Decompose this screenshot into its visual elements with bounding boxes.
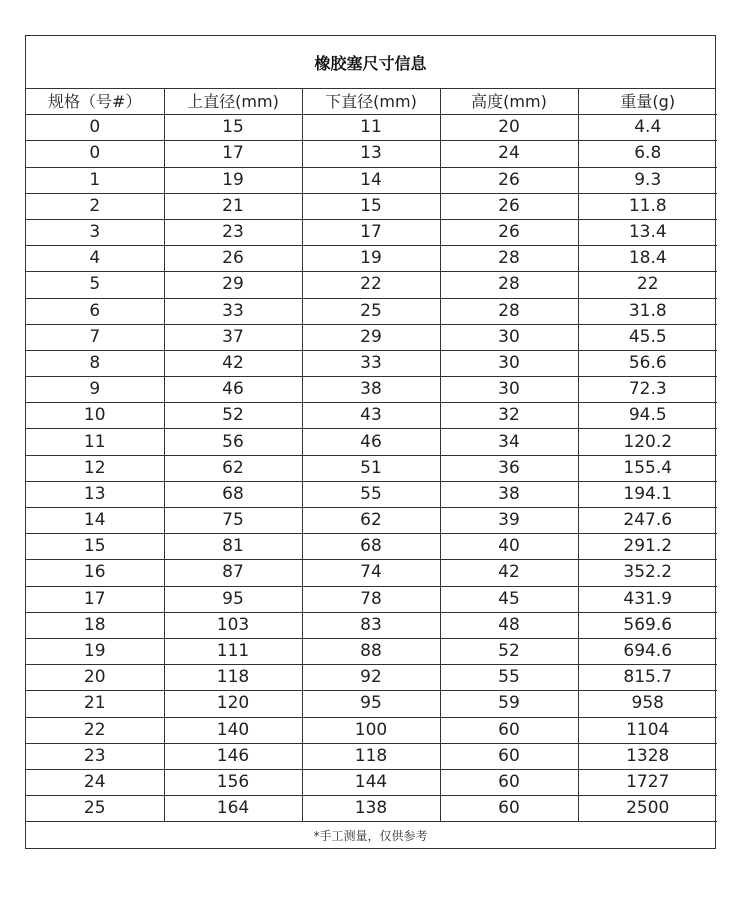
height-cell: 24 [440, 141, 578, 167]
table-row [26, 455, 717, 481]
height-cell: 26 [440, 193, 578, 219]
bottom-diameter-cell: 43 [302, 403, 440, 429]
weight-cell: 431.9 [578, 586, 717, 612]
top-diameter-cell: 33 [164, 298, 302, 324]
top-diameter-cell: 146 [164, 743, 302, 769]
spec-cell: 14 [26, 508, 164, 534]
spec-cell: 6 [26, 298, 164, 324]
top-diameter-cell: 52 [164, 403, 302, 429]
top-diameter-cell: 42 [164, 350, 302, 376]
top-diameter-cell: 26 [164, 246, 302, 272]
height-cell: 30 [440, 324, 578, 350]
bottom-diameter-cell: 118 [302, 743, 440, 769]
spec-cell: 19 [26, 638, 164, 664]
table-row [26, 638, 717, 664]
table-row [26, 219, 717, 245]
top-diameter-cell: 56 [164, 429, 302, 455]
bottom-diameter-cell: 22 [302, 272, 440, 298]
weight-cell: 13.4 [578, 219, 717, 245]
top-diameter-cell: 46 [164, 377, 302, 403]
table-row [26, 586, 717, 612]
table-body [26, 115, 717, 822]
bottom-diameter-cell: 17 [302, 219, 440, 245]
height-cell: 60 [440, 769, 578, 795]
height-cell: 26 [440, 167, 578, 193]
height-cell: 36 [440, 455, 578, 481]
spec-cell: 7 [26, 324, 164, 350]
table-row [26, 429, 717, 455]
height-cell: 48 [440, 612, 578, 638]
table-row [26, 717, 717, 743]
weight-cell: 31.8 [578, 298, 717, 324]
spec-cell: 21 [26, 691, 164, 717]
height-cell: 30 [440, 350, 578, 376]
height-cell: 28 [440, 246, 578, 272]
top-diameter-cell: 103 [164, 612, 302, 638]
weight-cell: 11.8 [578, 193, 717, 219]
spec-cell: 4 [26, 246, 164, 272]
spec-cell: 0 [26, 115, 164, 141]
spec-cell: 15 [26, 534, 164, 560]
top-diameter-cell: 62 [164, 455, 302, 481]
weight-cell: 120.2 [578, 429, 717, 455]
table-row [26, 481, 717, 507]
bottom-diameter-cell: 51 [302, 455, 440, 481]
table-row [26, 167, 717, 193]
table-row [26, 534, 717, 560]
bottom-diameter-cell: 62 [302, 508, 440, 534]
spec-cell: 11 [26, 429, 164, 455]
table-row [26, 560, 717, 586]
top-diameter-cell: 81 [164, 534, 302, 560]
weight-cell: 45.5 [578, 324, 717, 350]
height-cell: 34 [440, 429, 578, 455]
spec-cell: 17 [26, 586, 164, 612]
table-row [26, 665, 717, 691]
spec-cell: 13 [26, 481, 164, 507]
top-diameter-cell: 156 [164, 769, 302, 795]
size-table [26, 89, 717, 822]
top-diameter-cell: 120 [164, 691, 302, 717]
bottom-diameter-cell: 78 [302, 586, 440, 612]
bottom-diameter-cell: 19 [302, 246, 440, 272]
top-diameter-cell: 21 [164, 193, 302, 219]
weight-cell: 155.4 [578, 455, 717, 481]
height-cell: 52 [440, 638, 578, 664]
top-diameter-cell: 23 [164, 219, 302, 245]
column-header-spec: 规格（号#） [26, 89, 164, 115]
table-row [26, 377, 717, 403]
bottom-diameter-cell: 25 [302, 298, 440, 324]
column-header-bottom-diameter: 下直径(mm) [302, 89, 440, 115]
top-diameter-cell: 75 [164, 508, 302, 534]
spec-cell: 23 [26, 743, 164, 769]
spec-cell: 10 [26, 403, 164, 429]
top-diameter-cell: 87 [164, 560, 302, 586]
weight-cell: 72.3 [578, 377, 717, 403]
spec-cell: 22 [26, 717, 164, 743]
weight-cell: 194.1 [578, 481, 717, 507]
spec-cell: 12 [26, 455, 164, 481]
table-row [26, 141, 717, 167]
spec-cell: 18 [26, 612, 164, 638]
top-diameter-cell: 17 [164, 141, 302, 167]
spec-cell: 1 [26, 167, 164, 193]
table-row [26, 115, 717, 141]
height-cell: 39 [440, 508, 578, 534]
bottom-diameter-cell: 74 [302, 560, 440, 586]
top-diameter-cell: 164 [164, 796, 302, 822]
bottom-diameter-cell: 46 [302, 429, 440, 455]
weight-cell: 1104 [578, 717, 717, 743]
top-diameter-cell: 95 [164, 586, 302, 612]
weight-cell: 569.6 [578, 612, 717, 638]
weight-cell: 958 [578, 691, 717, 717]
table-row [26, 350, 717, 376]
header-row [26, 89, 717, 115]
bottom-diameter-cell: 138 [302, 796, 440, 822]
weight-cell: 56.6 [578, 350, 717, 376]
height-cell: 60 [440, 796, 578, 822]
spec-cell: 5 [26, 272, 164, 298]
size-table-sheet [25, 35, 716, 849]
top-diameter-cell: 29 [164, 272, 302, 298]
height-cell: 60 [440, 743, 578, 769]
height-cell: 60 [440, 717, 578, 743]
table-row [26, 508, 717, 534]
height-cell: 59 [440, 691, 578, 717]
spec-cell: 0 [26, 141, 164, 167]
table-title: 橡胶塞尺寸信息 [26, 36, 715, 89]
bottom-diameter-cell: 83 [302, 612, 440, 638]
column-header-weight: 重量(g) [578, 89, 717, 115]
top-diameter-cell: 19 [164, 167, 302, 193]
bottom-diameter-cell: 68 [302, 534, 440, 560]
top-diameter-cell: 68 [164, 481, 302, 507]
bottom-diameter-cell: 88 [302, 638, 440, 664]
top-diameter-cell: 118 [164, 665, 302, 691]
table-row [26, 324, 717, 350]
spec-cell: 25 [26, 796, 164, 822]
weight-cell: 4.4 [578, 115, 717, 141]
spec-cell: 16 [26, 560, 164, 586]
weight-cell: 18.4 [578, 246, 717, 272]
weight-cell: 291.2 [578, 534, 717, 560]
bottom-diameter-cell: 55 [302, 481, 440, 507]
bottom-diameter-cell: 38 [302, 377, 440, 403]
spec-cell: 8 [26, 350, 164, 376]
table-row [26, 612, 717, 638]
table-row [26, 246, 717, 272]
height-cell: 40 [440, 534, 578, 560]
table-row [26, 298, 717, 324]
spec-cell: 20 [26, 665, 164, 691]
height-cell: 32 [440, 403, 578, 429]
column-header-height: 高度(mm) [440, 89, 578, 115]
measurement-note: *手工测量，仅供参考 [313, 828, 428, 843]
bottom-diameter-cell: 144 [302, 769, 440, 795]
bottom-diameter-cell: 33 [302, 350, 440, 376]
height-cell: 28 [440, 298, 578, 324]
height-cell: 45 [440, 586, 578, 612]
weight-cell: 94.5 [578, 403, 717, 429]
bottom-diameter-cell: 11 [302, 115, 440, 141]
bottom-diameter-cell: 29 [302, 324, 440, 350]
bottom-diameter-cell: 15 [302, 193, 440, 219]
bottom-diameter-cell: 100 [302, 717, 440, 743]
table-row [26, 403, 717, 429]
weight-cell: 247.6 [578, 508, 717, 534]
height-cell: 30 [440, 377, 578, 403]
height-cell: 42 [440, 560, 578, 586]
weight-cell: 352.2 [578, 560, 717, 586]
bottom-diameter-cell: 95 [302, 691, 440, 717]
spec-cell: 9 [26, 377, 164, 403]
column-header-top-diameter: 上直径(mm) [164, 89, 302, 115]
top-diameter-cell: 111 [164, 638, 302, 664]
table-row [26, 691, 717, 717]
weight-cell: 6.8 [578, 141, 717, 167]
height-cell: 20 [440, 115, 578, 141]
weight-cell: 1727 [578, 769, 717, 795]
bottom-diameter-cell: 92 [302, 665, 440, 691]
spec-cell: 2 [26, 193, 164, 219]
table-row [26, 193, 717, 219]
weight-cell: 694.6 [578, 638, 717, 664]
table-row [26, 796, 717, 822]
weight-cell: 1328 [578, 743, 717, 769]
height-cell: 26 [440, 219, 578, 245]
weight-cell: 9.3 [578, 167, 717, 193]
table-row [26, 769, 717, 795]
weight-cell: 2500 [578, 796, 717, 822]
bottom-diameter-cell: 13 [302, 141, 440, 167]
weight-cell: 815.7 [578, 665, 717, 691]
top-diameter-cell: 15 [164, 115, 302, 141]
height-cell: 55 [440, 665, 578, 691]
table-row [26, 743, 717, 769]
top-diameter-cell: 140 [164, 717, 302, 743]
height-cell: 38 [440, 481, 578, 507]
table-row [26, 272, 717, 298]
height-cell: 28 [440, 272, 578, 298]
bottom-diameter-cell: 14 [302, 167, 440, 193]
spec-cell: 3 [26, 219, 164, 245]
weight-cell: 22 [578, 272, 717, 298]
spec-cell: 24 [26, 769, 164, 795]
top-diameter-cell: 37 [164, 324, 302, 350]
